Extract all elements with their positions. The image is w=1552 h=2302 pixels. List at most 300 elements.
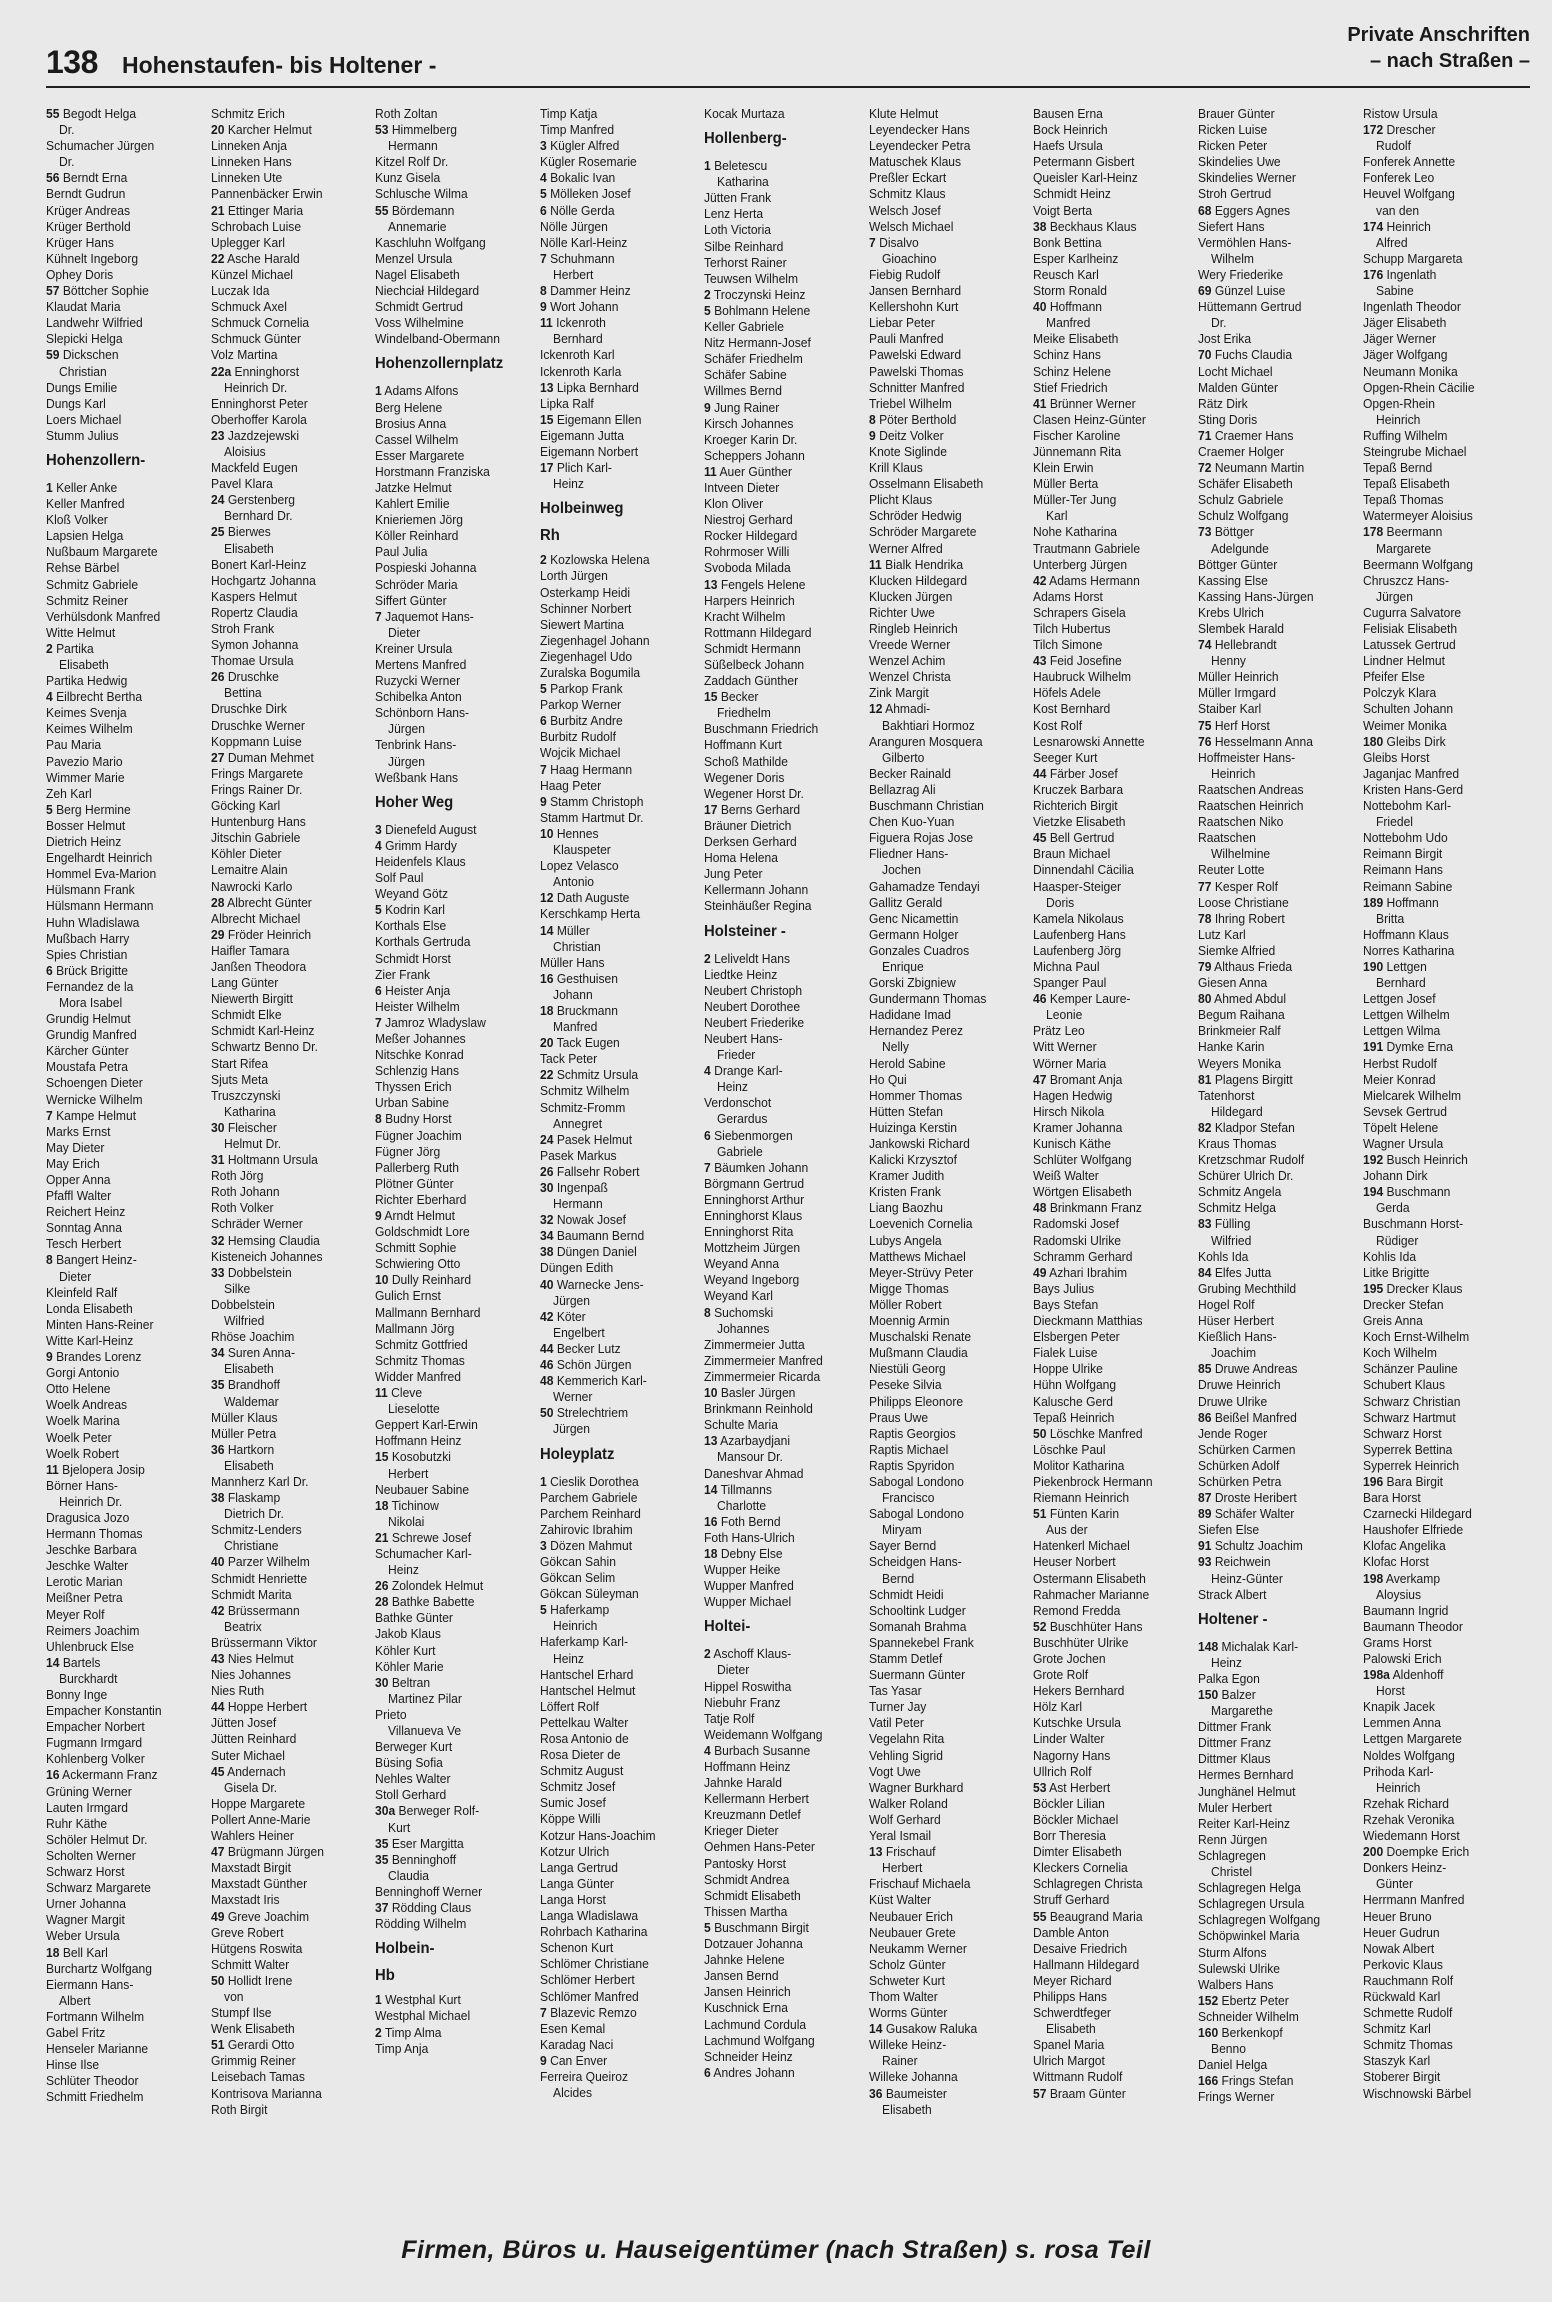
directory-entry: Köhler Kurt	[375, 1642, 436, 1658]
directory-entry: Tesch Herbert	[46, 1236, 122, 1252]
directory-entry: Jeschke Walter	[46, 1558, 129, 1574]
directory-entry: Hüttemann Gertrud	[1197, 299, 1302, 315]
directory-entry: Bausen Erna	[1033, 106, 1104, 121]
house-number: 40	[539, 1276, 554, 1292]
directory-entry: Müller Klaus	[210, 1409, 278, 1425]
house-number: 14	[868, 2021, 883, 2037]
house-number: 10	[704, 1385, 718, 1401]
directory-entry: Kotzur Hans-Joachim	[539, 1827, 656, 1843]
directory-entry: 14 Müller	[539, 922, 590, 938]
directory-entry: Kunz Gisela	[375, 170, 441, 186]
directory-entry: Sayer Bernd	[868, 1538, 937, 1554]
directory-entry: Enninghorst Rita	[704, 1224, 794, 1240]
directory-entry: 2 Timp Alma	[375, 2024, 442, 2040]
directory-entry: Greis Anna	[1362, 1313, 1423, 1329]
directory-entry: Malden Günter	[1197, 379, 1278, 395]
directory-entry: Spies Christian	[46, 946, 128, 962]
directory-entry: Opper Anna	[46, 1172, 111, 1187]
house-number: 76	[1197, 733, 1212, 749]
directory-entry: Tepaß Elisabeth	[1362, 476, 1450, 492]
directory-entry: Skindelies Werner	[1197, 170, 1296, 186]
house-number: 9	[704, 399, 711, 415]
directory-entry: Pettelkau Walter	[539, 1714, 628, 1730]
directory-entry: Schubert Klaus	[1362, 1377, 1445, 1393]
directory-entry: Nitz Hermann-Josef	[704, 335, 812, 351]
directory-entry: Jansen Heinrich	[704, 1984, 791, 2000]
directory-entry: 10 Basler Jürgen	[704, 1385, 796, 1401]
house-number: 5	[704, 1919, 711, 1935]
directory-entry: 29 Fröder Heinrich	[210, 926, 311, 942]
directory-entry: 44 Färber Josef	[1033, 765, 1119, 781]
directory-entry: 83 Fülling	[1197, 1216, 1251, 1232]
directory-entry: Schramm Gerhard	[1033, 1248, 1133, 1264]
directory-entry: Knieriemen Jörg	[375, 512, 464, 528]
directory-entry: Chen Kuo-Yuan	[868, 814, 955, 830]
directory-entry: 47 Bromant Anja	[1033, 1071, 1123, 1087]
directory-entry: Suermann Günter	[868, 1667, 965, 1683]
directory-entry-continuation: Henny	[1210, 653, 1246, 669]
directory-entry: Schmidt Marita	[210, 1586, 292, 1602]
directory-entry: Herold Sabine	[868, 1055, 946, 1071]
directory-entry: Hoffmann Heinz	[704, 1759, 791, 1774]
directory-entry: Frings Rainer Dr.	[210, 781, 302, 797]
directory-entry: Svoboda Milada	[704, 560, 791, 576]
directory-entry: Strack Albert	[1197, 1586, 1267, 1602]
directory-entry: Kunisch Käthe	[1033, 1136, 1112, 1151]
directory-entry: Geppert Karl-Erwin	[375, 1417, 478, 1433]
directory-entry: 35 Brandhoff	[210, 1377, 280, 1393]
directory-entry: Kalicki Krzysztof	[868, 1152, 957, 1168]
directory-entry: Empacher Norbert	[46, 1719, 145, 1735]
directory-entry: Vermöhlen Hans-	[1197, 234, 1292, 250]
directory-entry: Steingrube Michael	[1362, 443, 1467, 459]
directory-entry: Jansen Bernhard	[868, 283, 961, 299]
house-number: 89	[1197, 1506, 1212, 1522]
directory-entry: Dietrich Heinz	[46, 834, 122, 850]
house-number: 9	[375, 1208, 382, 1223]
directory-entry-continuation: Dieter	[388, 624, 421, 640]
directory-entry: Vegelahn Rita	[868, 1731, 945, 1747]
directory-entry: 18 Bruckmann	[539, 1002, 618, 1018]
house-number: 5	[46, 801, 53, 817]
house-number: 32	[210, 1232, 225, 1248]
directory-entry: Vietzke Elisabeth	[1033, 814, 1126, 830]
directory-entry: Siefen Else	[1197, 1522, 1260, 1538]
directory-entry: Zimmermeier Manfred	[704, 1352, 824, 1368]
directory-entry: Mielcarek Wilhelm	[1362, 1087, 1461, 1103]
house-number: 93	[1197, 1554, 1212, 1570]
directory-entry: Löschke Paul	[1033, 1441, 1106, 1457]
directory-entry: Donkers Heinz-	[1362, 1860, 1446, 1876]
directory-entry: Turner Jay	[868, 1699, 927, 1715]
directory-entry: Dittmer Franz	[1197, 1735, 1272, 1751]
directory-entry: 23 Jazdzejewski	[210, 427, 299, 443]
directory-entry: Meier Konrad	[1362, 1071, 1436, 1087]
directory-entry: 6 Burbitz Andre	[539, 713, 623, 729]
house-number: 50	[539, 1405, 554, 1421]
directory-entry: 26 Druschke	[210, 669, 279, 685]
house-number: 47	[1033, 1071, 1047, 1087]
directory-entry: Schnitter Manfred	[868, 379, 965, 395]
directory-entry: 28 Albrecht Günter	[210, 894, 312, 910]
directory-entry: 4 Eilbrecht Bertha	[46, 689, 143, 705]
directory-entry: 35 Eser Margitta	[375, 1835, 464, 1851]
directory-entry: 7 Schuhmann	[539, 250, 615, 266]
directory-entry-continuation: Wilfried	[1210, 1232, 1252, 1248]
directory-entry: 15 Eigemann Ellen	[539, 411, 642, 427]
directory-entry-continuation: Gilberto	[881, 749, 925, 765]
directory-entry: 44 Hoppe Herbert	[210, 1699, 307, 1715]
directory-entry: Eiermann Hans-	[46, 1976, 134, 1992]
directory-entry: Kirsch Johannes	[704, 415, 794, 431]
directory-entry: Höfels Adele	[1033, 685, 1102, 701]
directory-column	[1198, 106, 1354, 2250]
directory-entry: Bock Heinrich	[1033, 122, 1108, 138]
house-number: 192	[1362, 1152, 1383, 1168]
directory-entry-continuation: Joachim	[1210, 1345, 1256, 1361]
directory-entry: 176 Ingenlath	[1362, 266, 1436, 282]
directory-entry: Becker Rainald	[868, 765, 951, 781]
directory-entry-continuation: Werner	[552, 1389, 593, 1405]
house-number: 20	[539, 1035, 554, 1051]
house-number: 51	[1033, 1506, 1047, 1522]
directory-entry: Pannenbäcker Erwin	[210, 186, 323, 202]
directory-entry: Bosser Helmut	[46, 817, 126, 833]
directory-entry: 7 Kampe Helmut	[46, 1107, 137, 1123]
directory-entry: Schwerdtfeger	[1033, 2005, 1112, 2021]
directory-entry: Piekenbrock Hermann	[1033, 1473, 1153, 1489]
directory-entry: Maxstadt Günther	[210, 1876, 307, 1892]
directory-entry: Heuvel Wolfgang	[1362, 186, 1455, 202]
directory-entry: 192 Busch Heinrich	[1362, 1152, 1468, 1168]
directory-entry: Korthals Gertruda	[375, 934, 471, 950]
directory-entry: Janßen Theodora	[210, 958, 306, 974]
directory-entry: Ruzycki Werner	[375, 673, 461, 689]
directory-entry: Hoppe Margarete	[210, 1795, 305, 1811]
directory-entry: Ringleb Heinrich	[868, 621, 958, 636]
directory-entry: Teuwsen Wilhelm	[704, 270, 799, 286]
directory-entry: Pfaffl Walter	[46, 1188, 112, 1204]
directory-entry: Witte Karl-Heinz	[46, 1332, 134, 1348]
house-number: 38	[539, 1244, 554, 1260]
directory-entry: Timp Manfred	[539, 122, 614, 138]
directory-entry: Migge Thomas	[868, 1280, 949, 1296]
house-number: 81	[1197, 1071, 1212, 1087]
house-number: 50	[210, 1972, 225, 1988]
directory-entry: Haubruck Wilhelm	[1033, 669, 1132, 685]
house-number: 13	[539, 379, 554, 395]
directory-entry: Zeh Karl	[46, 785, 92, 801]
directory-entry: Schlömer Christiane	[539, 1956, 649, 1972]
directory-entry: Schweter Kurt	[868, 1972, 945, 1988]
directory-entry: Gahamadze Tendayi	[868, 878, 980, 894]
directory-entry: Lettgen Wilhelm	[1362, 1007, 1450, 1023]
directory-entry: Ziegenhagel Johann	[539, 632, 650, 648]
directory-entry: Remond Fredda	[1033, 1602, 1121, 1618]
directory-entry: Tilch Simone	[1033, 637, 1103, 653]
directory-entry: 53 Himmelberg	[375, 122, 458, 138]
house-number: 160	[1197, 2024, 1219, 2040]
directory-entry: Müller Hans	[539, 954, 605, 970]
directory-entry: Landwehr Wilfried	[46, 315, 143, 331]
directory-entry: Hirsch Nikola	[1033, 1103, 1105, 1119]
directory-entry: Rzehak Richard	[1362, 1795, 1449, 1811]
directory-entry: Gonzales Cuadros	[868, 942, 969, 958]
directory-entry-continuation: Nikolai	[388, 1513, 425, 1529]
directory-entry-continuation: Kurt	[388, 1819, 411, 1835]
directory-entry: Uplegger Karl	[210, 234, 285, 250]
directory-entry: Hoffmann Klaus	[1362, 926, 1449, 942]
directory-entry: Kleinfeld Ralf	[46, 1284, 118, 1300]
directory-entry: 8 Dammer Heinz	[539, 283, 631, 299]
directory-entry: Lindner Helmut	[1362, 653, 1445, 669]
directory-entry: Pawelski Thomas	[868, 363, 964, 379]
directory-entry-continuation: Francisco	[881, 1490, 935, 1506]
directory-entry: Esen Kemal	[539, 2020, 605, 2036]
directory-entry: 14 Bartels	[46, 1654, 101, 1670]
directory-entry: Neubert Christoph	[704, 982, 803, 998]
house-number: 4	[704, 1742, 711, 1758]
directory-entry: 3 Dienefeld August	[375, 821, 477, 837]
directory-entry: 195 Drecker Klaus	[1362, 1280, 1462, 1296]
directory-entry: Köppe Willi	[539, 1811, 601, 1827]
directory-entry: Ullrich Rolf	[1033, 1763, 1092, 1779]
directory-entry-continuation: Dr.	[59, 122, 75, 138]
directory-entry: Wittmann Rudolf	[1033, 2069, 1123, 2085]
directory-entry: Braun Michael	[1033, 846, 1111, 862]
house-number: 5	[539, 681, 547, 697]
directory-entry: Ristow Ursula	[1362, 106, 1438, 121]
house-number: 46	[539, 1357, 554, 1373]
directory-entry: 56 Berndt Erna	[46, 170, 128, 186]
directory-entry: 8 Bangert Heinz-	[46, 1252, 137, 1268]
directory-entry: 22 Asche Harald	[210, 250, 300, 266]
directory-entry: Luczak Ida	[210, 283, 270, 299]
directory-entry-continuation: Bernhard Dr.	[223, 508, 293, 524]
directory-entry: Kocak Murtaza	[704, 106, 785, 121]
house-number: 36	[210, 1441, 225, 1457]
house-number: 4	[539, 170, 547, 186]
directory-entry: Wischnowski Bärbel	[1362, 2085, 1471, 2101]
directory-entry: Reuter Lotte	[1197, 862, 1265, 878]
directory-entry-continuation: Herbert	[552, 266, 594, 282]
directory-entry: Mußmann Claudia	[868, 1345, 968, 1361]
directory-entry: Schulte Maria	[704, 1417, 779, 1433]
directory-entry: Lesnarowski Annette	[1033, 733, 1145, 749]
directory-entry: 11 Cleve	[375, 1385, 423, 1401]
directory-entry: 55 Beaugrand Maria	[1033, 1908, 1143, 1924]
directory-entry: Tatje Rolf	[704, 1710, 755, 1726]
directory-entry: Raptis Georgios	[868, 1425, 956, 1441]
street-heading: Holeyplatz	[539, 1445, 615, 1463]
directory-entry: Burchartz Wolfgang	[46, 1960, 152, 1976]
directory-entry: Michna Paul	[1033, 958, 1100, 974]
directory-entry: Wegener Horst Dr.	[704, 785, 805, 801]
directory-entry: Paul Julia	[375, 544, 428, 560]
directory-entry: Krüger Berthold	[46, 218, 131, 234]
directory-entry-continuation: Elisabeth	[223, 1361, 274, 1377]
directory-entry: Weyand Karl	[704, 1288, 774, 1304]
directory-entry: Schürer Ulrich Dr.	[1197, 1168, 1294, 1184]
house-number: 13	[868, 1844, 883, 1860]
directory-entry: Reichert Heinz	[46, 1204, 126, 1220]
house-number: 4	[46, 689, 53, 705]
directory-entry-continuation: von	[223, 1988, 244, 2004]
directory-entry: Schinz Hans	[1033, 347, 1102, 363]
directory-entry-continuation: Manfred	[1046, 315, 1091, 331]
directory-entry: Raptis Michael	[868, 1441, 949, 1457]
directory-entry: Elsbergen Peter	[1033, 1329, 1121, 1345]
house-number: 30	[539, 1180, 554, 1195]
directory-entry: Dimter Elisabeth	[1033, 1844, 1123, 1860]
directory-entry: Neubauer Grete	[868, 1924, 956, 1940]
directory-entry: 148 Michalak Karl-	[1197, 1638, 1299, 1654]
directory-entry: Felisiak Elisabeth	[1362, 621, 1457, 636]
house-number: 11	[868, 556, 882, 572]
directory-entry-continuation: Bettina	[223, 685, 262, 701]
house-number: 37	[375, 1900, 389, 1916]
directory-entry: 18 Tichinow	[375, 1497, 439, 1513]
directory-entry: Kuschnick Erna	[704, 2000, 789, 2016]
directory-entry-continuation: Heinrich	[1375, 1779, 1420, 1795]
directory-entry: Schmidt Gertrud	[375, 299, 464, 315]
directory-entry: Adams Horst	[1033, 588, 1104, 604]
directory-entry-continuation: Jürgen	[388, 721, 426, 737]
directory-entry: Ickenroth Karla	[539, 363, 622, 379]
directory-entry: 9 Brandes Lorenz	[46, 1349, 142, 1365]
directory-entry: 7 Jamroz Wladyslaw	[375, 1014, 486, 1030]
house-number: 27	[210, 749, 225, 765]
directory-entry: 13 Azarbaydjani	[704, 1433, 791, 1449]
directory-entry-continuation: Klauspeter	[552, 842, 611, 858]
directory-entry-continuation: Christian	[59, 363, 107, 379]
directory-entry: Siffert Günter	[375, 592, 447, 608]
directory-entry: 6 Andres Johann	[704, 2064, 796, 2080]
house-number: 6	[539, 713, 547, 729]
directory-entry: Woelk Andreas	[46, 1397, 128, 1413]
directory-entry: Norres Katharina	[1362, 942, 1454, 958]
directory-entry: Pantosky Horst	[704, 1855, 787, 1871]
directory-entry: Eigemann Norbert	[539, 443, 638, 459]
directory-entry: Meißner Petra	[46, 1590, 123, 1606]
directory-entry: Haushofer Elfriede	[1362, 1522, 1463, 1538]
directory-entry: Frings Werner	[1197, 2089, 1275, 2105]
directory-entry: Hülsmann Hermann	[46, 898, 154, 914]
directory-entry: Sabogal Londono	[868, 1473, 964, 1489]
directory-entry: Empacher Konstantin	[46, 1703, 162, 1719]
directory-entry: Schlagregen Wolfgang	[1197, 1912, 1321, 1928]
directory-entry: Künzel Michael	[210, 266, 293, 282]
directory-entry: Grimmig Reiner	[210, 2053, 296, 2069]
directory-entry: Neumann Monika	[1362, 363, 1458, 379]
directory-entry: Intveen Dieter	[704, 479, 780, 495]
directory-entry: Litke Brigitte	[1362, 1264, 1430, 1280]
directory-entry: Verhülsdonk Manfred	[46, 608, 161, 624]
directory-column	[1363, 106, 1519, 2250]
directory-entry: Schmuck Axel	[210, 299, 287, 315]
directory-entry: 172 Drescher	[1362, 122, 1436, 138]
directory-entry: 198a Aldenhoff	[1362, 1667, 1443, 1683]
directory-entry: Schmuck Günter	[210, 331, 301, 347]
directory-entry-continuation: Karl	[1046, 508, 1068, 524]
directory-entry: Harpers Heinrich	[704, 592, 795, 608]
directory-entry: Schmitz Erich	[210, 106, 285, 121]
directory-entry: Minten Hans-Reiner	[46, 1316, 154, 1332]
directory-entry: 3 Kügler Alfred	[539, 138, 619, 154]
house-number: 35	[375, 1835, 389, 1851]
directory-entry: 174 Heinrich	[1362, 218, 1431, 234]
directory-entry: Germann Holger	[868, 926, 959, 942]
directory-entry: Siemke Alfried	[1197, 942, 1276, 958]
directory-entry: Molitor Katharina	[1033, 1457, 1125, 1473]
directory-entry: Frischauf Michaela	[868, 1876, 971, 1892]
directory-entry: 69 Günzel Luise	[1197, 283, 1286, 299]
directory-entry: Muler Herbert	[1197, 1799, 1272, 1815]
directory-entry-continuation: Albert	[59, 1992, 91, 2008]
directory-column	[1033, 106, 1189, 2250]
directory-entry: Wagner Burkhard	[868, 1779, 964, 1795]
directory-entry: Scholten Werner	[46, 1847, 136, 1863]
directory-entry: Dobbelstein	[210, 1296, 275, 1312]
directory-entry: Baumann Ingrid	[1362, 1602, 1448, 1618]
directory-entry: Philipps Eleonore	[868, 1393, 963, 1409]
directory-entry: Schmitz Helga	[1197, 1200, 1276, 1216]
directory-entry: 11 Bialk Hendrika	[868, 556, 963, 572]
directory-entry: Töpelt Helene	[1362, 1119, 1438, 1135]
directory-entry: Kellershohn Kurt	[868, 299, 959, 315]
directory-entry: 2 Leliveldt Hans	[704, 950, 791, 966]
directory-entry: Nohe Katharina	[1033, 524, 1118, 540]
directory-entry: Raatschen Heinrich	[1197, 798, 1304, 814]
house-number: 16	[704, 1513, 718, 1529]
directory-entry: Richterich Birgit	[1033, 798, 1119, 814]
directory-entry: Lemaitre Alain	[210, 862, 288, 878]
directory-entry: Weyand Götz	[375, 886, 449, 902]
directory-entry: 36 Baumeister	[868, 2085, 947, 2101]
directory-entry: Mallmann Jörg	[375, 1320, 455, 1336]
house-number: 49	[210, 1908, 225, 1924]
directory-entry-continuation: Hildegard	[1210, 1103, 1263, 1119]
directory-entry-continuation: Friedel	[1375, 814, 1413, 830]
directory-entry: 38 Flaskamp	[210, 1490, 280, 1506]
house-number: 189	[1362, 894, 1383, 910]
directory-entry: Lemmen Anna	[1362, 1715, 1441, 1731]
section-title	[1347, 22, 1530, 74]
directory-entry: Radomski Josef	[1033, 1216, 1120, 1232]
directory-entry: Daniel Helga	[1197, 2057, 1268, 2073]
directory-entry-continuation: Miryam	[881, 1522, 922, 1538]
directory-entry: Mallmann Bernhard	[375, 1304, 481, 1320]
directory-entry: Zahirovic Ibrahim	[539, 1521, 633, 1537]
directory-entry: 166 Frings Stefan	[1197, 2073, 1294, 2089]
house-number: 16	[539, 970, 554, 986]
directory-entry: 37 Rödding Claus	[375, 1900, 472, 1916]
directory-entry: Schmitz Karl	[1362, 2021, 1431, 2037]
house-number: 15	[704, 689, 718, 705]
directory-entry: Böckler Lilian	[1033, 1795, 1106, 1811]
directory-entry: Weßbank Hans	[375, 769, 459, 785]
directory-entry: Jansen Bernd	[704, 1968, 779, 1984]
directory-entry: Roth Jörg	[210, 1168, 263, 1184]
directory-entry: 178 Beermann	[1362, 524, 1442, 540]
directory-entry: Lettgen Josef	[1362, 991, 1436, 1007]
directory-entry: Dittmer Klaus	[1197, 1751, 1271, 1767]
directory-entry: Schooltink Ludger	[868, 1602, 966, 1618]
directory-entry: Rzehak Veronika	[1362, 1811, 1454, 1827]
directory-entry-continuation: Johannes	[717, 1320, 770, 1336]
directory-entry: Scheidgen Hans-	[868, 1554, 962, 1570]
house-number: 8	[539, 283, 547, 299]
